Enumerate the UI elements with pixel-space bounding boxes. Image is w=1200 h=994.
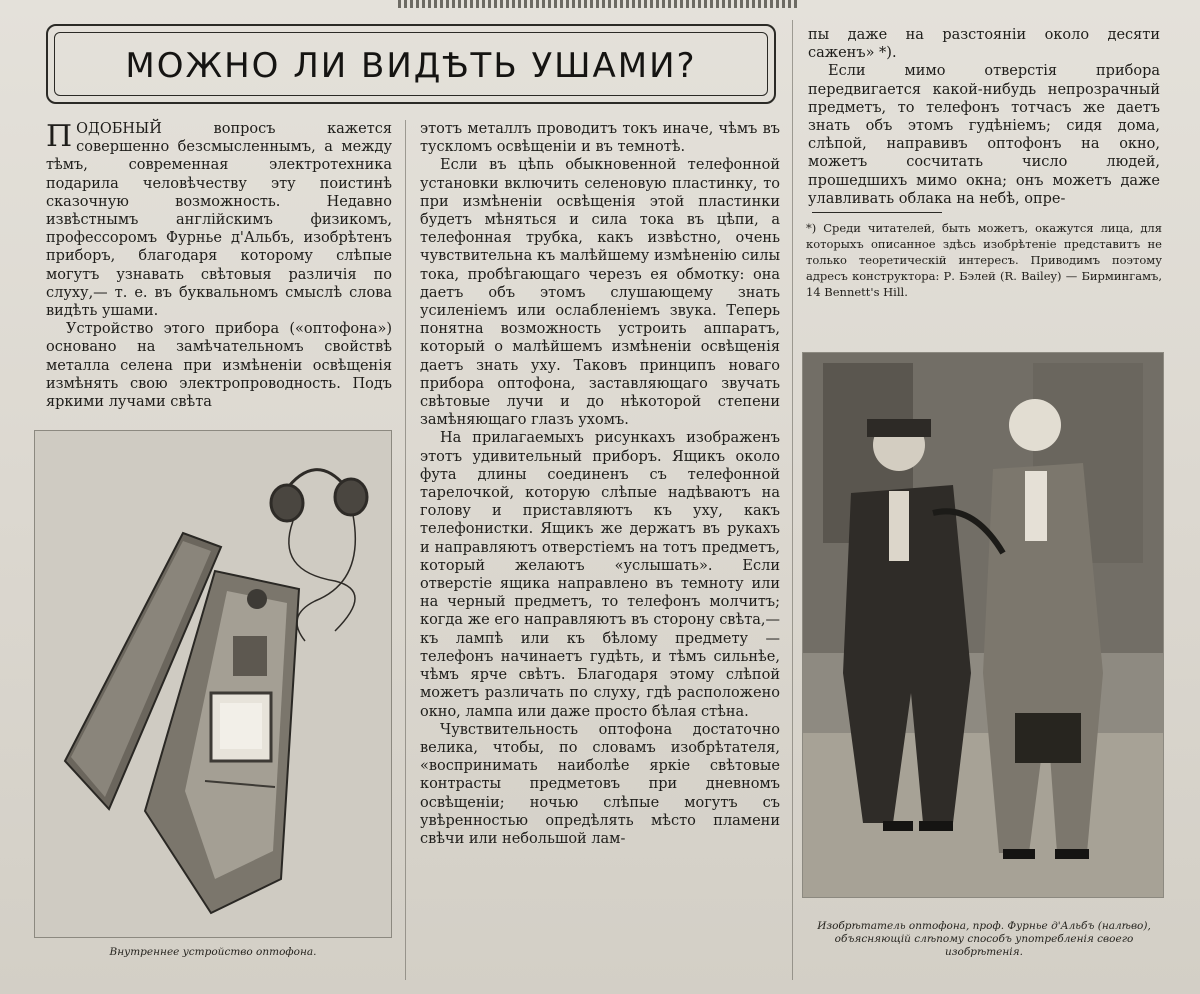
footnote: *) Среди читателей, быть можетъ, окажутся лица, для которыхъ описанное здѣсь изобрѣтеніе представитъ не только теоретическій интересъ. Приводимъ поэтому адресъ конструктора: Р. Бэлей (R. Bailey) — Бирмингамъ, 14 Bennett's Hill. <box>806 221 1162 299</box>
column-divider-1 <box>405 120 406 980</box>
inventor-photo <box>802 352 1164 898</box>
column-2-paragraph-2: Если въ цѣпь обыкновенной телефонной установки включить селеновую пластинку, то при измѣненіи освѣщенія этой пластинки будетъ мѣняться и сила тока въ цѣпи, а телефонная трубка, какъ извѣстно, очень чувствительна къ малѣйшему измѣненію силы тока, пробѣгающаго черезъ ея обмотку: она даетъ объ этомъ слушающему знать усиленіемъ или ослабленіемъ звука. Теперь понятна возможность устроить аппаратъ, который о малѣйшемъ измѣненіи освѣщенія даетъ знать уху. Таковъ принципъ новаго прибора оптофона, заставляющаго звучать свѣтовые лучи и до нѣкоторой степени замѣняющаго глазъ ухомъ. <box>420 157 780 429</box>
column-3-paragraph-2: Если мимо отверстія прибора передвигается какой-нибудь непрозрачный предметъ, то телефонъ тотчасъ же даетъ знать объ этомъ гудѣніемъ; сидя дома, слѣпой, направивъ оптофонъ на окно, можетъ сосчитать число людей, прошедшихъ мимо окна; онъ можетъ даже улавливать облака на небѣ, опре- <box>808 63 1160 207</box>
article-title: МОЖНО ЛИ ВИДѢТЬ УШАМИ? <box>125 46 697 86</box>
column-1 <box>46 120 392 410</box>
optophone-illustration <box>34 430 392 938</box>
column-3 <box>808 26 1160 206</box>
inventor-photo-drawing <box>803 353 1163 897</box>
column-3-paragraph-1: пы даже на разстояніи около десяти саженъ» *). <box>808 27 1160 62</box>
column-2-paragraph-4: Чувствительность оптофона достаточно велика, чтобы, по словамъ изобрѣтателя, «воспринимать наиболѣе яркіе свѣтовые контрасты предметовъ при дневномъ освѣщеніи; ночью слѣпые могутъ съ увѣренностью опредѣлять мѣсто пламени свѣчи или небольшой лам- <box>420 721 780 847</box>
column-2 <box>420 120 780 982</box>
column-1-paragraph-1 <box>46 120 392 320</box>
dropcap: П <box>46 119 73 154</box>
right-figure-caption: Изобрѣтатель оптофона, проф. Фурнье д'Альбъ (налѣво), объясняющій слѣпому способъ употребленія своего изобрѣтенія. <box>817 920 1151 958</box>
left-figure-caption: Внутреннее устройство оптофона. <box>109 946 317 958</box>
title-frame <box>46 24 776 104</box>
paragraph-1-text: ОДОБНЫЙ вопросъ кажется совершенно безсмысленнымъ, а между тѣмъ, современная электротехника подарила человѣчеству эту поистинѣ сказочную возможность. Недавно извѣстнымъ англійскимъ физикомъ, профессоромъ Фурнье д'Альбъ, изобрѣтенъ приборъ, благодаря которому слѣпые могутъ узнавать свѣтовыя различія по слуху,— т. е. въ буквальномъ смыслѣ слова видѣть ушами. <box>46 121 392 320</box>
top-ornament <box>398 0 798 8</box>
column-2-paragraph-1: этотъ металлъ проводитъ токъ иначе, чѣмъ въ тускломъ освѣщеніи и въ темнотѣ. <box>420 121 780 156</box>
column-divider-2 <box>792 20 793 980</box>
column-2-paragraph-3: На прилагаемыхъ рисункахъ изображенъ этотъ удивительный приборъ. Ящикъ около фута длины соединенъ съ телефонной тарелочкой, которую слѣпые надѣваютъ на голову и приставляютъ къ уху, какъ телефонистки. Ящикъ же держатъ въ рукахъ и направляютъ отверстіемъ на тотъ предметъ, который желаютъ «услышать». Если отверстіе ящика направлено въ темноту или на черный предметъ, то телефонъ молчитъ; когда же его направляютъ въ сторону свѣта,—къ лампѣ или къ бѣлому предмету — телефонъ начинаетъ гудѣть, и тѣмъ сильнѣе, чѣмъ ярче свѣтъ. Благодаря этому слѣпой можетъ различать по слуху, гдѣ расположено окно, лампа или даже просто бѣлая стѣна. <box>420 430 780 720</box>
footnote-rule <box>812 212 942 213</box>
column-1-paragraph-2: Устройство этого прибора («оптофона») основано на замѣчательномъ свойствѣ металла селена при измѣненіи освѣщенія измѣнять свою электропроводность. Подъ яркими лучами свѣта <box>46 321 392 411</box>
optophone-device-drawing <box>35 431 391 937</box>
